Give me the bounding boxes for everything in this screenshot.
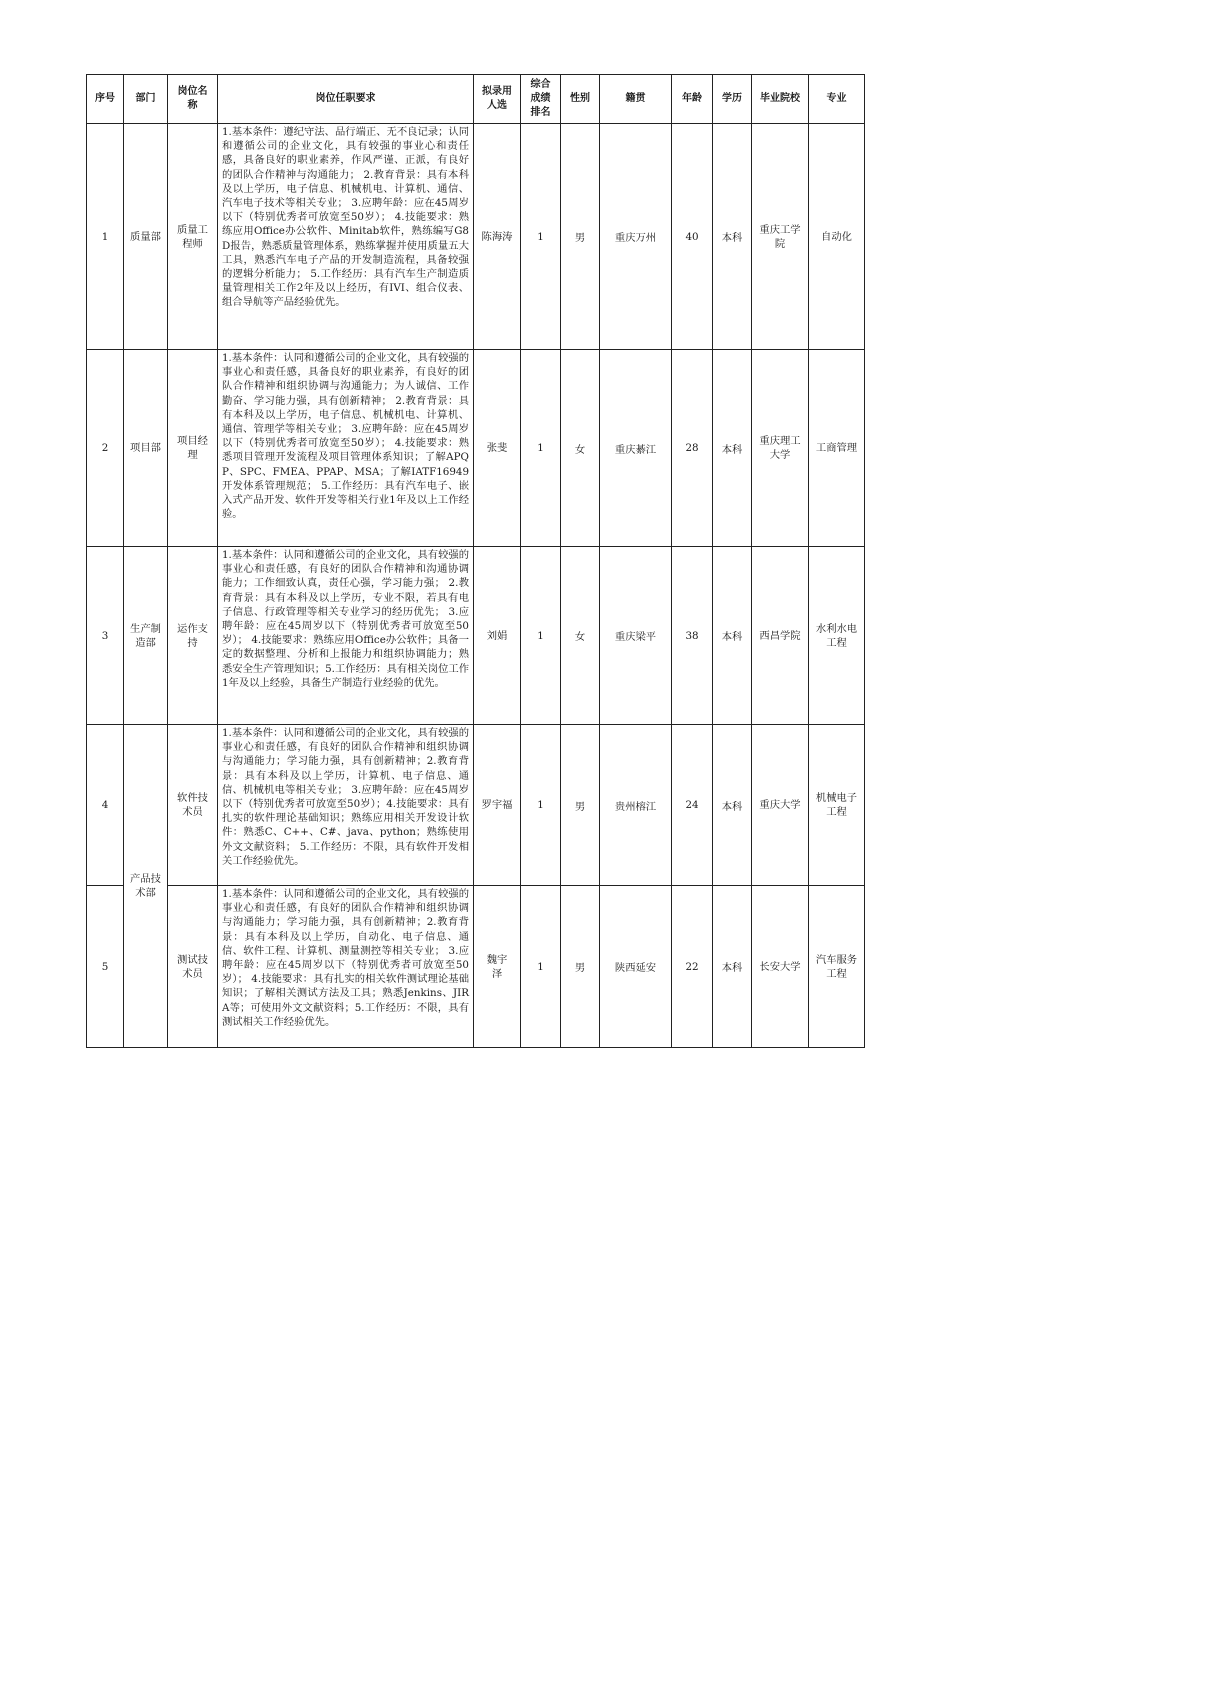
cell-dept: 产品技术部: [124, 725, 168, 1048]
cell-gender: 男: [561, 886, 600, 1048]
cell-education: 本科: [713, 350, 752, 547]
cell-candidate: 刘娟: [474, 547, 521, 725]
cell-gender: 女: [561, 547, 600, 725]
cell-requirements: 1.基本条件：遵纪守法、品行端正、无不良记录；认同和遵循公司的企业文化，具有较强的事业心和责任感，具备良好的职业素养，作风严谨、正派，有良好的团队合作精神与沟通能力； 2.教育背景：具有本科及以上学历，电子信息、机械机电、计算机、通信、汽车电子技术等相关专业； 3.应聘年龄：应在45周岁以下（特别优秀者可放宽至50岁）； 4.技能要求：熟练应用Office办公软件、Minitab软件，熟练编写G8D报告，熟悉质量管理体系，熟练掌握并使用质量五大工具，熟悉汽车电子产品的开发制造流程，具备较强的逻辑分析能力； 5.工作经历：具有汽车生产制造质量管理相关工作2年及以上经历，有IVI、组合仪表、组合导航等产品经验优先。: [218, 124, 474, 350]
cell-gender: 男: [561, 124, 600, 350]
table-row: [87, 350, 865, 547]
cell-no: 1: [87, 124, 124, 350]
cell-rank: 1: [521, 725, 561, 886]
cell-no: 2: [87, 350, 124, 547]
header-school: 毕业院校: [752, 75, 809, 124]
cell-school: 重庆大学: [752, 725, 809, 886]
cell-age: 40: [672, 124, 713, 350]
cell-origin: 陕西延安: [600, 886, 672, 1048]
cell-age: 24: [672, 725, 713, 886]
header-dept: 部门: [124, 75, 168, 124]
cell-major: 水利水电工程: [809, 547, 865, 725]
header-requirements: 岗位任职要求: [218, 75, 474, 124]
cell-origin: 重庆梁平: [600, 547, 672, 725]
cell-position: 运作支持: [168, 547, 218, 725]
header-origin: 籍贯: [600, 75, 672, 124]
cell-education: 本科: [713, 725, 752, 886]
cell-rank: 1: [521, 886, 561, 1048]
cell-origin: 贵州榕江: [600, 725, 672, 886]
cell-dept: 项目部: [124, 350, 168, 547]
table-row: [87, 886, 865, 1048]
header-major: 专业: [809, 75, 865, 124]
cell-rank: 1: [521, 350, 561, 547]
cell-rank: 1: [521, 547, 561, 725]
cell-education: 本科: [713, 886, 752, 1048]
cell-school: 西昌学院: [752, 547, 809, 725]
table-row: [87, 124, 865, 350]
cell-school: 重庆工学院: [752, 124, 809, 350]
header-education: 学历: [713, 75, 752, 124]
table-row: [87, 725, 865, 886]
cell-rank: 1: [521, 124, 561, 350]
cell-position: 质量工程师: [168, 124, 218, 350]
cell-no: 3: [87, 547, 124, 725]
cell-school: 长安大学: [752, 886, 809, 1048]
table-row: [87, 547, 865, 725]
cell-position: 测试技术员: [168, 886, 218, 1048]
cell-position: 软件技术员: [168, 725, 218, 886]
cell-age: 22: [672, 886, 713, 1048]
cell-origin: 重庆綦江: [600, 350, 672, 547]
header-candidate: 拟录用人选: [474, 75, 521, 124]
cell-no: 4: [87, 725, 124, 886]
cell-candidate: 魏宇泽: [474, 886, 521, 1048]
cell-major: 机械电子工程: [809, 725, 865, 886]
cell-gender: 女: [561, 350, 600, 547]
cell-candidate: 张斐: [474, 350, 521, 547]
header-rank: 综合成绩排名: [521, 75, 561, 124]
cell-major: 汽车服务工程: [809, 886, 865, 1048]
cell-no: 5: [87, 886, 124, 1048]
cell-education: 本科: [713, 124, 752, 350]
cell-position: 项目经理: [168, 350, 218, 547]
cell-candidate: 陈海涛: [474, 124, 521, 350]
cell-major: 工商管理: [809, 350, 865, 547]
cell-dept: 生产制造部: [124, 547, 168, 725]
cell-requirements: 1.基本条件：认同和遵循公司的企业文化，具有较强的事业心和责任感，具备良好的职业素养，有良好的团队合作精神和组织协调与沟通能力；为人诚信、工作勤奋、学习能力强，具有创新精神； 2.教育背景：具有本科及以上学历，电子信息、机械机电、计算机、通信、管理学等相关专业； 3.应聘年龄：应在45周岁以下（特别优秀者可放宽至50岁）； 4.技能要求：熟悉项目管理开发流程及项目管理体系知识；了解APQP、SPC、FMEA、PPAP、MSA；了解IATF16949开发体系管理规范； 5.工作经历：具有汽车电子、嵌入式产品开发、软件开发等相关行业1年及以上工作经验。: [218, 350, 474, 547]
cell-school: 重庆理工大学: [752, 350, 809, 547]
cell-major: 自动化: [809, 124, 865, 350]
cell-age: 38: [672, 547, 713, 725]
cell-dept: 质量部: [124, 124, 168, 350]
cell-requirements: 1.基本条件：认同和遵循公司的企业文化，具有较强的事业心和责任感，有良好的团队合作精神和组织协调与沟通能力；学习能力强，具有创新精神；2.教育背景：具有本科及以上学历，自动化、电子信息、通信、软件工程、计算机、测量测控等相关专业； 3.应聘年龄：应在45周岁以下（特别优秀者可放宽至50岁）； 4.技能要求：具有扎实的相关软件测试理论基础知识；了解相关测试方法及工具；熟悉Jenkins、JIRA等；可使用外文文献资料；5.工作经历：不限，具有测试相关工作经验优先。: [218, 886, 474, 1048]
header-age: 年龄: [672, 75, 713, 124]
cell-origin: 重庆万州: [600, 124, 672, 350]
cell-education: 本科: [713, 547, 752, 725]
cell-requirements: 1.基本条件：认同和遵循公司的企业文化，具有较强的事业心和责任感，有良好的团队合作精神和组织协调与沟通能力；学习能力强，具有创新精神；2.教育背景：具有本科及以上学历，计算机、电子信息、通信、机械机电等相关专业； 3.应聘年龄：应在45周岁以下（特别优秀者可放宽至50岁）；4.技能要求：具有扎实的软件理论基础知识；熟练应用相关开发设计软件：熟悉C、C++、C#、java、python；熟练使用外文文献资料； 5.工作经历：不限，具有软件开发相关工作经验优先。: [218, 725, 474, 886]
header-position: 岗位名称: [168, 75, 218, 124]
cell-candidate: 罗宇福: [474, 725, 521, 886]
candidate-table: [86, 74, 865, 1048]
cell-gender: 男: [561, 725, 600, 886]
cell-age: 28: [672, 350, 713, 547]
table-header-row: [87, 75, 865, 124]
header-gender: 性别: [561, 75, 600, 124]
header-no: 序号: [87, 75, 124, 124]
cell-requirements: 1.基本条件：认同和遵循公司的企业文化，具有较强的事业心和责任感，有良好的团队合作精神和沟通协调能力；工作细致认真，责任心强，学习能力强； 2.教育背景：具有本科及以上学历，专业不限，若具有电子信息、行政管理等相关专业学习的经历优先； 3.应聘年龄：应在45周岁以下（特别优秀者可放宽至50岁）； 4.技能要求：熟练应用Office办公软件；具备一定的数据整理、分析和上报能力和组织协调能力；熟悉安全生产管理知识；5.工作经历：具有相关岗位工作1年及以上经验，具备生产制造行业经验的优先。: [218, 547, 474, 725]
